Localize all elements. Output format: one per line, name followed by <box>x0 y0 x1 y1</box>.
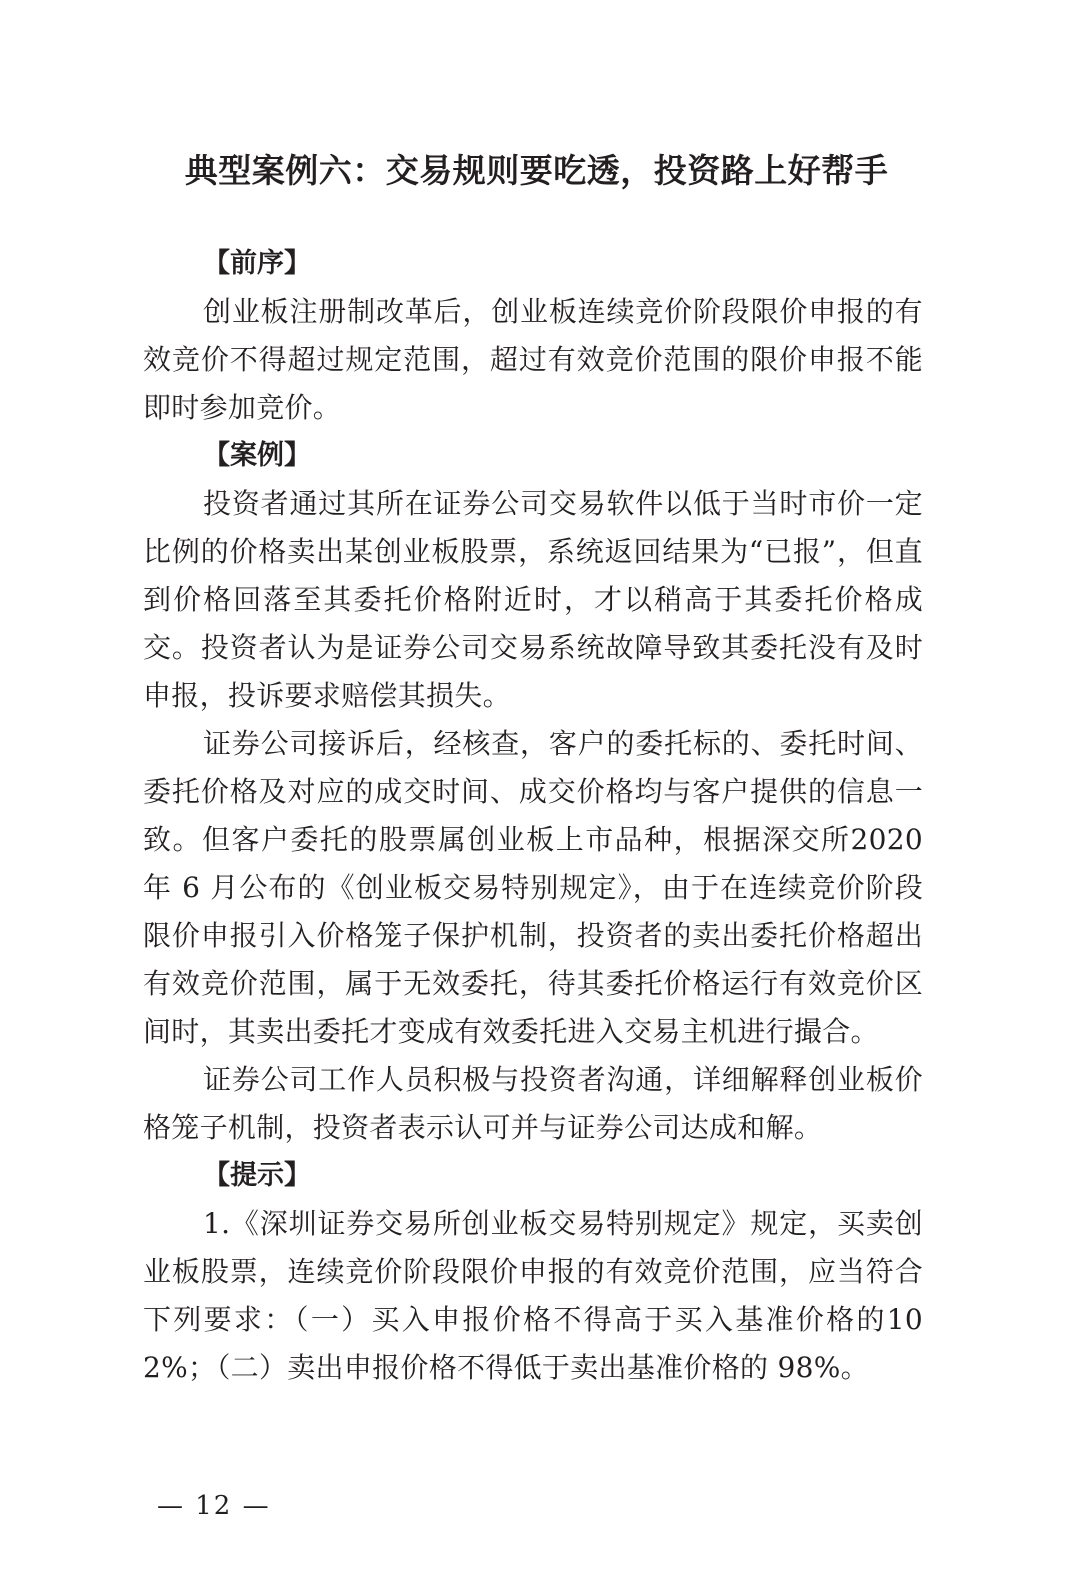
paragraph: 投资者通过其所在证券公司交易软件以低于当时市价一定比例的价格卖出某创业板股票，系统返回结果为“已报”，但直到价格回落至其委托价格附近时，才以稍高于其委托价格成交。投资者认为是证券公司交易系统故障导致其委托没有及时申报，投诉要求赔偿其损失。 <box>143 487 923 712</box>
section-heading-tips: 【提示】 <box>203 1160 311 1191</box>
paragraph: 创业板注册制改革后，创业板连续竞价阶段限价申报的有效竞价不得超过规定范围，超过有效竞价范围的限价申报不能即时参加竞价。 <box>143 295 923 424</box>
paragraph: 证券公司接诉后，经核查，客户的委托标的、委托时间、委托价格及对应的成交时间、成交价格均与客户提供的信息一致。但客户委托的股票属创业板上市品种，根据深交所2020 年 6 月公布的《创业板交易特别规定》，由于在连续竞价阶段限价申报引入价格笼子保护机制，投资者的卖出委托价格超出有效竞价范围，属于无效委托，待其委托价格运行有效竞价区间时，其卖出委托才变成有效委托进入交易主机进行撮合。 <box>143 727 923 1048</box>
page-title: 典型案例六：交易规则要吃透，投资路上好帮手 <box>184 151 889 190</box>
paragraph: 证券公司工作人员积极与投资者沟通，详细解释创业板价格笼子机制，投资者表示认可并与证券公司达成和解。 <box>143 1063 923 1144</box>
section-heading-preface: 【前序】 <box>203 248 311 279</box>
section-tips <box>143 1152 923 1392</box>
section-preface <box>143 240 923 432</box>
section-case <box>143 432 923 1152</box>
document-body <box>143 240 923 1392</box>
page-number: — 12 — <box>157 1491 271 1521</box>
paragraph: 1.《深圳证券交易所创业板交易特别规定》规定，买卖创业板股票，连续竞价阶段限价申报的有效竞价范围，应当符合下列要求：（一）买入申报价格不得高于买入基准价格的102%；（二）卖出申报价格不得低于卖出基准价格的 98%。 <box>143 1207 923 1384</box>
section-heading-case: 【案例】 <box>203 440 311 471</box>
